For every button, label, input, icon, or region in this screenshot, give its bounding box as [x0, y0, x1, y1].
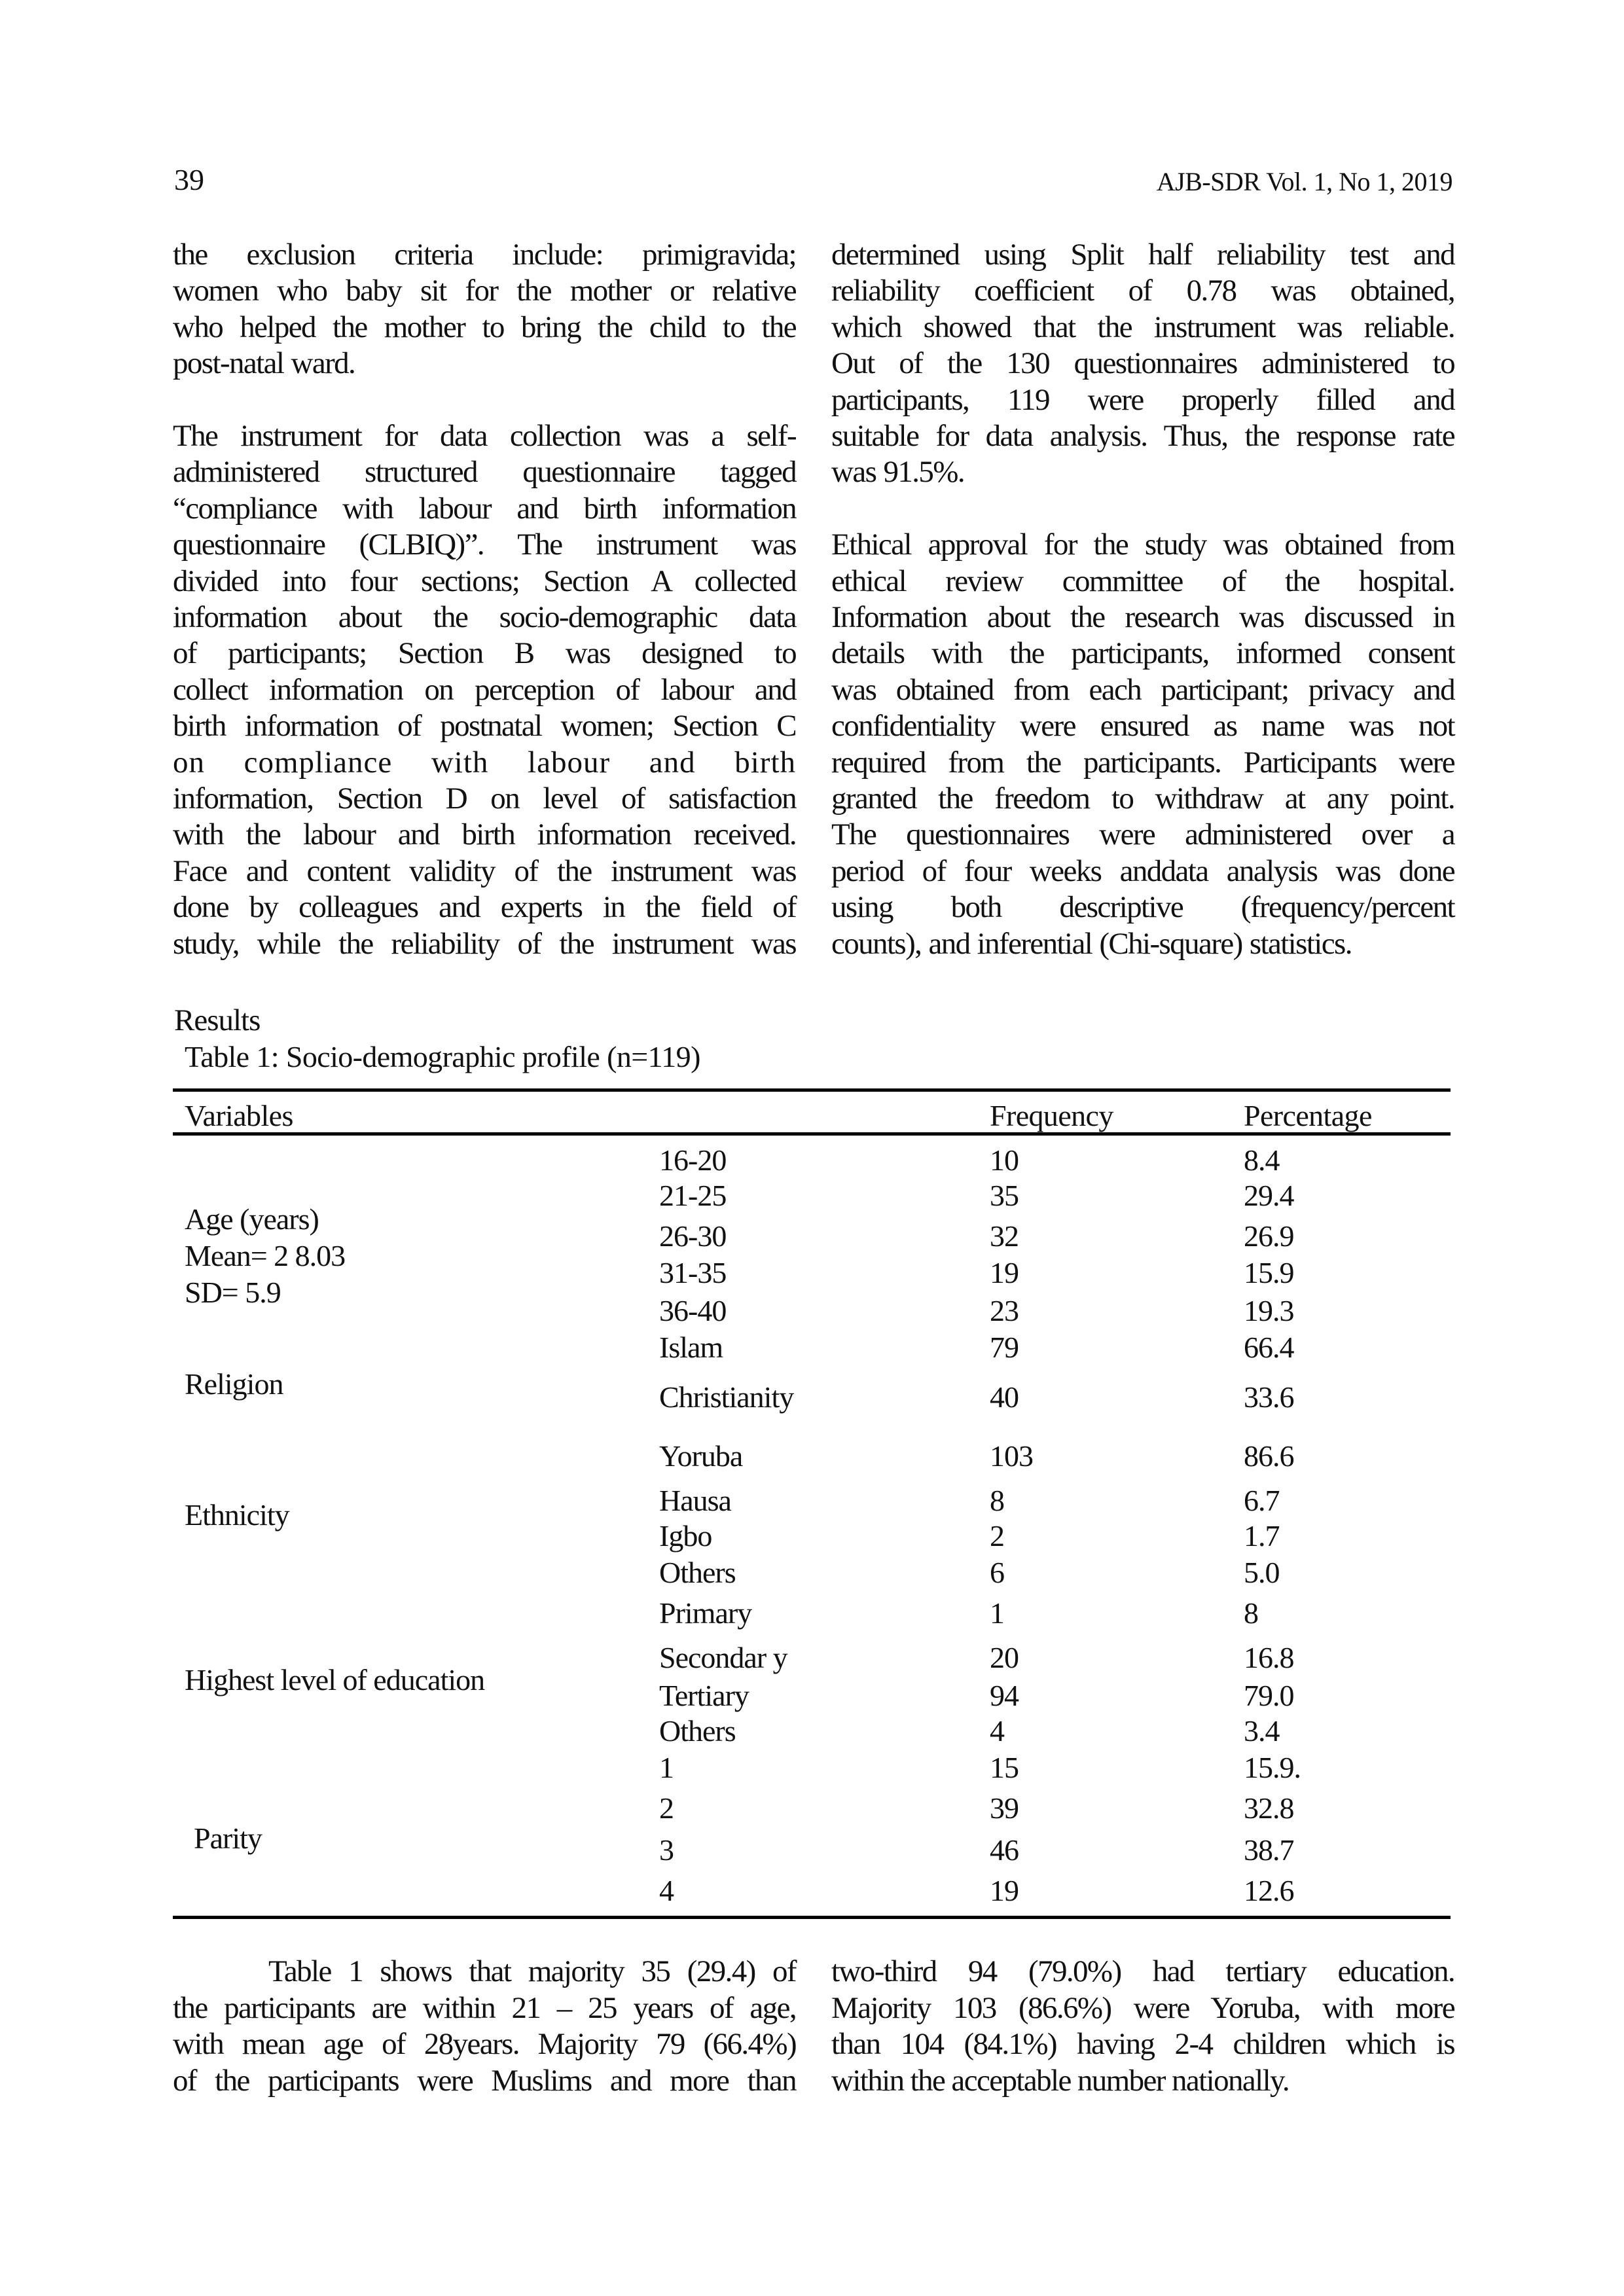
category-cell: Igbo	[659, 1519, 712, 1552]
table-header-rule	[173, 1132, 1451, 1136]
table-top-rule	[173, 1088, 1451, 1092]
text-line: within the acceptable number nationally.	[831, 2063, 1290, 2098]
percentage-cell: 5.0	[1244, 1556, 1280, 1589]
text-line: was 91.5%.	[831, 455, 964, 490]
text-line: details with the participants, informed consent	[831, 636, 1454, 671]
text-line: Face and content validity of the instrument was	[173, 853, 796, 888]
text-line: the participants are within 21 – 25 years of age,	[173, 1990, 796, 2025]
text-line: of participants; Section B was designed to	[173, 636, 796, 671]
text-line: who helped the mother to bring the child to the	[173, 310, 796, 344]
category-cell: Secondar y	[659, 1641, 787, 1674]
percentage-cell: 15.9	[1244, 1256, 1294, 1289]
percentage-cell: 15.9.	[1244, 1751, 1301, 1784]
text-line: birth information of postnatal women; Section C	[173, 709, 796, 744]
frequency-cell: 40	[990, 1380, 1019, 1414]
category-cell: 21-25	[659, 1179, 727, 1212]
summary-column-left	[173, 1954, 796, 2099]
text-line: women who baby sit for the mother or relative	[173, 274, 796, 308]
text-line: on compliance with labour and birth	[173, 745, 796, 780]
category-cell: Primary	[659, 1596, 752, 1630]
text-line: study, while the reliability of the instrument was	[173, 926, 796, 961]
frequency-cell: 79	[990, 1331, 1019, 1364]
text-line: granted the freedom to withdraw at any point.	[831, 781, 1454, 816]
text-line: suitable for data analysis. Thus, the response rate	[831, 419, 1454, 454]
text-line: questionnaire (CLBIQ)”. The instrument was	[173, 528, 796, 562]
frequency-cell: 15	[990, 1751, 1019, 1784]
text-line: counts), and inferential (Chi-square) statistics.	[831, 926, 1352, 961]
text-line: two-third 94 (79.0%) had tertiary education.	[831, 1954, 1454, 1988]
percentage-cell: 79.0	[1244, 1679, 1294, 1712]
text-line: using both descriptive (frequency/percent	[831, 890, 1454, 925]
journal-running-header: AJB-SDR Vol. 1, No 1, 2019	[1156, 167, 1453, 196]
summary-column-right	[831, 1954, 1454, 2099]
text-line: which showed that the instrument was reliable.	[831, 310, 1454, 344]
frequency-cell: 10	[990, 1143, 1019, 1177]
percentage-cell: 6.7	[1244, 1484, 1280, 1517]
text-line: information, Section D on level of satisfaction	[173, 781, 796, 816]
text-line: reliability coefficient of 0.78 was obtained,	[831, 274, 1454, 308]
text-line: determined using Split half reliability test and	[831, 238, 1454, 272]
percentage-cell: 86.6	[1244, 1439, 1294, 1473]
percentage-cell: 1.7	[1244, 1519, 1280, 1552]
text-line: than 104 (84.1%) having 2-4 children which is	[831, 2027, 1454, 2061]
percentage-cell: 12.6	[1244, 1874, 1294, 1907]
text-line: The instrument for data collection was a self-	[173, 419, 796, 454]
text-line: ethical review committee of the hospital.	[831, 564, 1454, 598]
text-line: of the participants were Muslims and more than	[173, 2063, 796, 2098]
text-line: Table 1 shows that majority 35 (29.4) of	[268, 1954, 796, 1988]
body-column-right	[831, 237, 1454, 962]
category-cell: 1	[659, 1751, 674, 1784]
percentage-cell: 16.8	[1244, 1641, 1294, 1674]
frequency-cell: 32	[990, 1219, 1019, 1253]
variable-label: SD= 5.9	[185, 1276, 281, 1309]
page-number: 39	[174, 163, 204, 196]
percentage-cell: 66.4	[1244, 1331, 1294, 1364]
paragraph-gap	[173, 382, 796, 418]
variable-label: Age (years)	[185, 1202, 319, 1236]
text-line: administered structured questionnaire tagged	[173, 455, 796, 490]
text-line: Majority 103 (86.6%) were Yoruba, with more	[831, 1990, 1454, 2025]
text-line: the exclusion criteria include: primigravida;	[173, 238, 796, 272]
text-line: confidentiality were ensured as name was not	[831, 709, 1454, 744]
variable-label: Ethnicity	[185, 1498, 289, 1532]
frequency-cell: 8	[990, 1484, 1004, 1517]
variable-label: Parity	[194, 1821, 262, 1855]
frequency-cell: 20	[990, 1641, 1019, 1674]
category-cell: Hausa	[659, 1484, 731, 1517]
percentage-cell: 3.4	[1244, 1714, 1280, 1748]
frequency-cell: 39	[990, 1791, 1019, 1825]
percentage-cell: 38.7	[1244, 1833, 1294, 1867]
category-cell: Others	[659, 1714, 736, 1748]
frequency-cell: 46	[990, 1833, 1019, 1867]
frequency-cell: 103	[990, 1439, 1033, 1473]
text-line: done by colleagues and experts in the field of	[173, 890, 796, 925]
category-cell: 3	[659, 1833, 674, 1867]
table-caption: Table 1: Socio-demographic profile (n=119)	[185, 1040, 700, 1073]
text-line: Out of the 130 questionnaires administered to	[831, 346, 1454, 381]
text-line: “compliance with labour and birth information	[173, 491, 796, 526]
text-line: Ethical approval for the study was obtained from	[831, 528, 1454, 562]
category-cell: Tertiary	[659, 1679, 749, 1712]
text-line: participants, 119 were properly filled and	[831, 382, 1454, 417]
text-line: post-natal ward.	[173, 346, 355, 381]
percentage-cell: 32.8	[1244, 1791, 1294, 1825]
text-line: information about the socio-demographic data	[173, 600, 796, 635]
paragraph-gap	[831, 491, 1454, 527]
text-line: Information about the research was discussed in	[831, 600, 1454, 635]
text-line: period of four weeks anddata analysis was done	[831, 853, 1454, 888]
category-cell: 31-35	[659, 1256, 727, 1289]
text-line: was obtained from each participant; privacy and	[831, 672, 1454, 707]
text-line: divided into four sections; Section A collected	[173, 564, 796, 598]
frequency-cell: 94	[990, 1679, 1019, 1712]
category-cell: Christianity	[659, 1380, 794, 1414]
percentage-cell: 8	[1244, 1596, 1258, 1630]
frequency-cell: 4	[990, 1714, 1004, 1748]
column-header-percentage: Percentage	[1244, 1099, 1372, 1132]
variable-label: Highest level of education	[185, 1663, 485, 1696]
table-bottom-rule	[173, 1916, 1451, 1919]
frequency-cell: 1	[990, 1596, 1004, 1630]
frequency-cell: 19	[990, 1874, 1019, 1907]
variable-label: Religion	[185, 1367, 283, 1401]
percentage-cell: 19.3	[1244, 1294, 1294, 1327]
text-line: collect information on perception of labour and	[173, 672, 796, 707]
column-header-frequency: Frequency	[990, 1099, 1113, 1132]
column-header-variables: Variables	[185, 1099, 293, 1132]
percentage-cell: 8.4	[1244, 1143, 1280, 1177]
category-cell: Yoruba	[659, 1439, 743, 1473]
section-heading-results: Results	[174, 1003, 261, 1037]
category-cell: 16-20	[659, 1143, 727, 1177]
category-cell: 2	[659, 1791, 674, 1825]
frequency-cell: 6	[990, 1556, 1004, 1589]
frequency-cell: 35	[990, 1179, 1019, 1212]
frequency-cell: 19	[990, 1256, 1019, 1289]
percentage-cell: 33.6	[1244, 1380, 1294, 1414]
percentage-cell: 26.9	[1244, 1219, 1294, 1253]
category-cell: 4	[659, 1874, 674, 1907]
category-cell: Others	[659, 1556, 736, 1589]
text-line: required from the participants. Participants were	[831, 745, 1454, 780]
percentage-cell: 29.4	[1244, 1179, 1294, 1212]
category-cell: Islam	[659, 1331, 723, 1364]
frequency-cell: 2	[990, 1519, 1004, 1552]
text-line: with the labour and birth information received.	[173, 817, 796, 852]
category-cell: 36-40	[659, 1294, 727, 1327]
frequency-cell: 23	[990, 1294, 1019, 1327]
text-line: with mean age of 28years. Majority 79 (66.4%)	[173, 2027, 796, 2061]
body-column-left	[173, 237, 796, 962]
category-cell: 26-30	[659, 1219, 727, 1253]
text-line: The questionnaires were administered over a	[831, 817, 1454, 852]
variable-label: Mean= 2 8.03	[185, 1239, 346, 1272]
